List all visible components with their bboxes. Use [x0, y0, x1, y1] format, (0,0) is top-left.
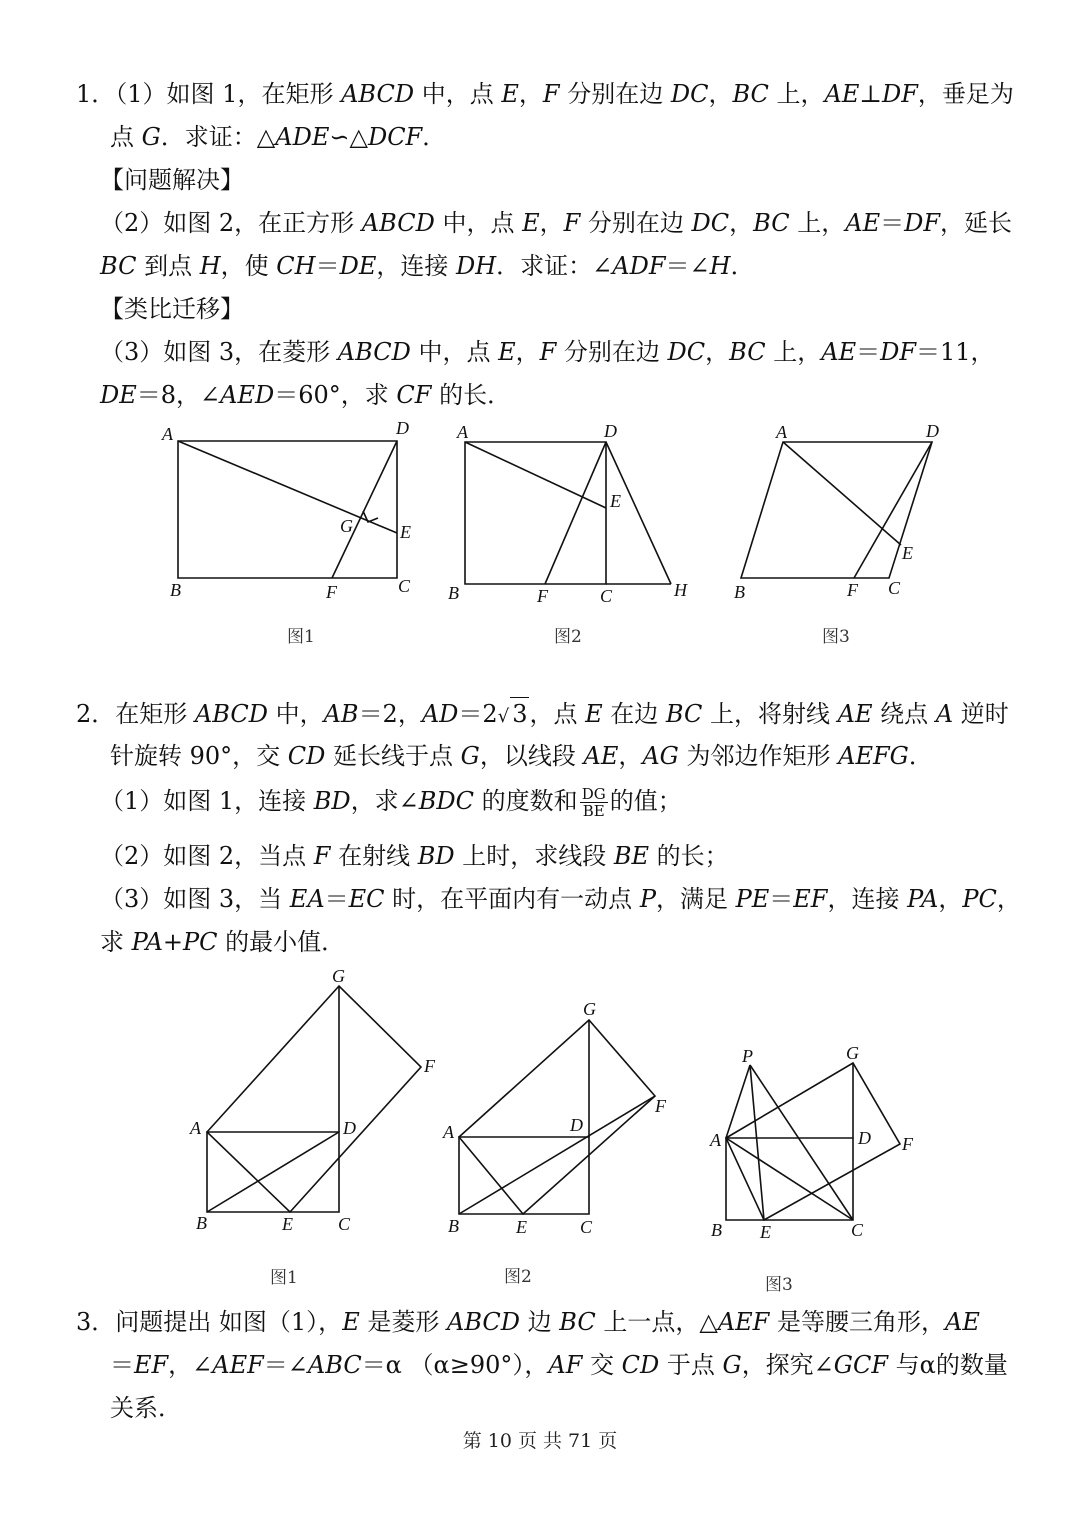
q1-number: 1． [76, 80, 116, 108]
text: ， [729, 209, 754, 237]
text: 于点 [659, 1351, 723, 1379]
text: DE [100, 381, 137, 409]
text: DF [881, 80, 918, 108]
label-c: C [851, 1220, 864, 1240]
label-f: F [537, 586, 548, 606]
label-c: C [398, 576, 411, 596]
q1-figure-3 [734, 421, 939, 647]
text: ． [422, 123, 447, 151]
label-g: G [583, 999, 596, 1019]
text: ＝60°，求 [274, 381, 397, 409]
label-b: B [448, 583, 459, 603]
q1-figure-1 [161, 418, 411, 647]
caption-fig2: 图2 [554, 627, 582, 647]
label-f: F [424, 1056, 435, 1076]
label-a: A [162, 424, 173, 444]
text: ＝ [315, 252, 340, 280]
text: 绕点 [872, 700, 936, 728]
text: ABCD [194, 700, 268, 728]
fraction-denominator: BE [582, 802, 605, 820]
q2-figure-1 [189, 966, 436, 1288]
text: BD [417, 842, 455, 870]
caption-fig3: 图3 [822, 627, 850, 647]
text: ． [908, 742, 933, 770]
text: DH [456, 252, 497, 280]
segment-df [854, 442, 932, 578]
label-e: E [282, 1214, 293, 1234]
text: ABCD [341, 80, 415, 108]
label-b: B [734, 582, 745, 602]
text: ＝ [856, 338, 881, 366]
text: 交 [582, 1351, 622, 1379]
text: DC [691, 209, 730, 237]
label-d: D [396, 418, 409, 438]
text: 问题提出 如图（1）， [115, 1308, 343, 1336]
segment-bd [207, 1132, 339, 1212]
text: 是菱形 [359, 1308, 447, 1336]
label-e: E [400, 522, 411, 542]
text: 的长； [649, 842, 729, 870]
text: E [585, 700, 603, 728]
text: ，点 [529, 700, 586, 728]
text: G [141, 123, 161, 151]
label-a: A [776, 422, 787, 442]
text: AE [821, 338, 857, 366]
text: ，垂足为 [917, 80, 1014, 108]
label-h: H [674, 580, 687, 600]
text: 的值； [609, 787, 682, 815]
text: AE [824, 80, 860, 108]
rectangle-aefg [459, 1020, 655, 1214]
text: DCF [367, 123, 423, 151]
text: DE [339, 252, 377, 280]
text: F [542, 80, 560, 108]
text: （1）如图 1，在矩形 [115, 80, 342, 108]
label-e: E [760, 1222, 771, 1242]
text: E [501, 80, 519, 108]
q1-heading-problem-solving: 【问题解决】 [100, 166, 244, 194]
text: 分别在边 [580, 209, 692, 237]
text: AB [323, 700, 359, 728]
text: ＝∠ [263, 1351, 308, 1379]
text: ， [539, 209, 564, 237]
segment-pa [726, 1065, 750, 1138]
text: A [935, 700, 954, 728]
q2-figure-3 [709, 1043, 914, 1295]
text: 分别在边 [556, 338, 668, 366]
sqrt-radicand: 3 [510, 697, 529, 730]
segment-df [545, 442, 606, 584]
q3-line-3: 关系． [110, 1394, 182, 1422]
text: ．求证：△ [160, 123, 276, 151]
text: 边 [520, 1308, 560, 1336]
text: AD [421, 700, 459, 728]
text: 针旋转 90°，交 [110, 742, 288, 770]
text: G [722, 1351, 742, 1379]
text: 求 [100, 928, 132, 956]
text: + [162, 928, 184, 956]
text: ＝ [110, 1351, 134, 1379]
label-b: B [711, 1220, 722, 1240]
caption-fig1: 图1 [287, 627, 315, 647]
q3-number: 3． [76, 1308, 116, 1336]
text: ，∠ [168, 1351, 213, 1379]
text: ADF [612, 252, 666, 280]
text: PA [131, 928, 163, 956]
text: CH [276, 252, 316, 280]
text: ＝α （α≥90°）， [361, 1351, 549, 1379]
text: 上时，求线段 [454, 842, 614, 870]
text: CD [621, 1351, 660, 1379]
text: BE [613, 842, 650, 870]
label-a: A [443, 1122, 454, 1142]
text: AE [845, 209, 881, 237]
text: ⊥ [859, 80, 882, 108]
text: ，连接 [376, 252, 456, 280]
label-e: E [610, 491, 621, 511]
text: E [342, 1308, 360, 1336]
text: DC [670, 80, 709, 108]
text: AEF [717, 1308, 770, 1336]
text: GCF [833, 1351, 888, 1379]
text: 中，点 [434, 209, 523, 237]
label-b: B [448, 1216, 459, 1236]
text: （3）如图 3，在菱形 [100, 338, 338, 366]
text: ＝ [880, 209, 905, 237]
text: （1）如图 1，连接 [100, 787, 314, 815]
label-d: D [604, 421, 617, 441]
text: 在射线 [330, 842, 418, 870]
text: 的度数和 [474, 787, 578, 815]
text: （2）如图 2，在正方形 [100, 209, 362, 237]
text: E [498, 338, 516, 366]
segment-pc [750, 1065, 853, 1220]
text: 到点 [136, 252, 200, 280]
label-p: P [742, 1046, 753, 1066]
page-footer: 第 10 页 共 71 页 [462, 1430, 618, 1452]
text: ， [996, 885, 1021, 913]
label-c: C [338, 1214, 351, 1234]
label-d: D [858, 1128, 871, 1148]
text: 中，点 [410, 338, 499, 366]
text: F [313, 842, 331, 870]
text: ，以线段 [479, 742, 584, 770]
segment-ae [178, 441, 397, 533]
text: DC [667, 338, 706, 366]
caption-fig1: 图1 [270, 1268, 298, 1288]
segment-dh [606, 442, 671, 584]
text: 分别在边 [559, 80, 671, 108]
text: P [639, 885, 656, 913]
text: BC [732, 80, 769, 108]
text: CD [287, 742, 326, 770]
text: 上， [768, 80, 825, 108]
text: ，求∠ [350, 787, 419, 815]
text: ， [618, 742, 643, 770]
text: AE [837, 700, 873, 728]
label-g: G [332, 966, 345, 986]
text: ABCD [361, 209, 435, 237]
label-a: A [190, 1118, 201, 1138]
segment-ae [465, 442, 606, 508]
label-e: E [902, 543, 913, 563]
text: ABCD [446, 1308, 521, 1336]
label-a: A [710, 1130, 721, 1150]
text: BDC [418, 787, 475, 815]
text: EC [348, 885, 385, 913]
text: 为邻边作矩形 [678, 742, 839, 770]
text: BC [559, 1308, 596, 1336]
label-c: C [580, 1217, 593, 1237]
text: （3）如图 3，当 [100, 885, 290, 913]
label-b: B [196, 1213, 207, 1233]
text: AEF [212, 1351, 264, 1379]
text: AG [642, 742, 679, 770]
fraction-numerator: DG [581, 785, 606, 803]
label-g: G [846, 1043, 859, 1063]
text: ABCD [337, 338, 411, 366]
text: ，连接 [827, 885, 908, 913]
text: PE [735, 885, 770, 913]
text: F [563, 209, 581, 237]
text: ， [705, 338, 730, 366]
text: ＝ [769, 885, 794, 913]
text: F [539, 338, 557, 366]
text: 上， [789, 209, 846, 237]
text: BC [729, 338, 766, 366]
label-d: D [343, 1118, 356, 1138]
text: 上一点，△ [595, 1308, 718, 1336]
text: PA [907, 885, 939, 913]
text: BC [753, 209, 790, 237]
text: ，延长 [940, 209, 1013, 237]
label-f: F [902, 1134, 913, 1154]
text: 延长线于点 [325, 742, 461, 770]
text: BC [665, 700, 703, 728]
text: EF [134, 1351, 169, 1379]
text: 时，在平面内有一动点 [384, 885, 640, 913]
text: ，探究∠ [741, 1351, 834, 1379]
text: ， [518, 80, 543, 108]
label-d: D [570, 1115, 583, 1135]
text: ，满足 [655, 885, 736, 913]
segment-bf [459, 1096, 655, 1214]
text: ＝ [324, 885, 349, 913]
text: ＝∠ [665, 252, 710, 280]
caption-fig3: 图3 [765, 1275, 793, 1295]
text: 是等腰三角形， [769, 1308, 945, 1336]
text: H [199, 252, 221, 280]
text: AF [548, 1351, 583, 1379]
text: 上， [765, 338, 822, 366]
text: ． [730, 252, 755, 280]
text: 与α的数量 [887, 1351, 1008, 1379]
text: ∽△ [329, 123, 368, 151]
text: ．求证：∠ [496, 252, 613, 280]
text: ＝2 [458, 700, 498, 728]
text: PC [962, 885, 997, 913]
text: ， [938, 885, 963, 913]
label-b: B [170, 580, 181, 600]
label-f: F [847, 580, 858, 600]
square-abcd [465, 442, 606, 584]
text: 上，将射线 [702, 700, 838, 728]
q2-figure-2 [442, 999, 667, 1287]
caption-fig2: 图2 [504, 1267, 532, 1287]
label-a: A [457, 422, 468, 442]
text: ADE [275, 123, 330, 151]
text: DF [880, 338, 917, 366]
label-c: C [600, 586, 613, 606]
label-d: D [926, 421, 939, 441]
text: BC [100, 252, 137, 280]
q1-figure-2 [448, 421, 688, 647]
segment-ae [783, 442, 901, 545]
text: 中， [267, 700, 324, 728]
text: AED [220, 381, 275, 409]
text: 逆时 [953, 700, 1009, 728]
label-f: F [326, 582, 337, 602]
text: AE [583, 742, 619, 770]
text: 中，点 [414, 80, 502, 108]
label-e: E [516, 1217, 527, 1237]
text: ABC [307, 1351, 362, 1379]
q2-number: 2． [76, 700, 116, 728]
text: 在边 [602, 700, 666, 728]
label-f: F [655, 1096, 666, 1116]
text: 在矩形 [115, 700, 195, 728]
text: DF [904, 209, 941, 237]
text: CF [396, 381, 432, 409]
text: EF [793, 885, 828, 913]
label-c: C [888, 578, 901, 598]
text: EA [289, 885, 325, 913]
text: H [709, 252, 731, 280]
text: ＝11， [916, 338, 995, 366]
text: ＝2， [358, 700, 422, 728]
text: G [460, 742, 480, 770]
text: （2）如图 2，当点 [100, 842, 314, 870]
q2-line-1: 2．在矩形 ABCD 中，AB＝2，AD＝2√ 3，点 E 在边 BC 上，将射线 AE 绕点 A 逆时 [76, 697, 1009, 733]
text: 点 [110, 123, 142, 151]
text: ， [515, 338, 540, 366]
q1-heading-analogy: 【类比迁移】 [100, 295, 244, 323]
rectangle-aefg [207, 986, 421, 1212]
segment-pe [750, 1065, 764, 1220]
text: 的最小值． [217, 928, 346, 956]
text: ， [708, 80, 733, 108]
label-g: G [340, 516, 353, 536]
text: AEFG [838, 742, 909, 770]
text: ，使 [220, 252, 277, 280]
text: E [522, 209, 540, 237]
text: AE [944, 1308, 980, 1336]
text: ＝8，∠ [136, 381, 221, 409]
text: PC [183, 928, 218, 956]
text: 的长． [431, 381, 512, 409]
text: BD [313, 787, 351, 815]
